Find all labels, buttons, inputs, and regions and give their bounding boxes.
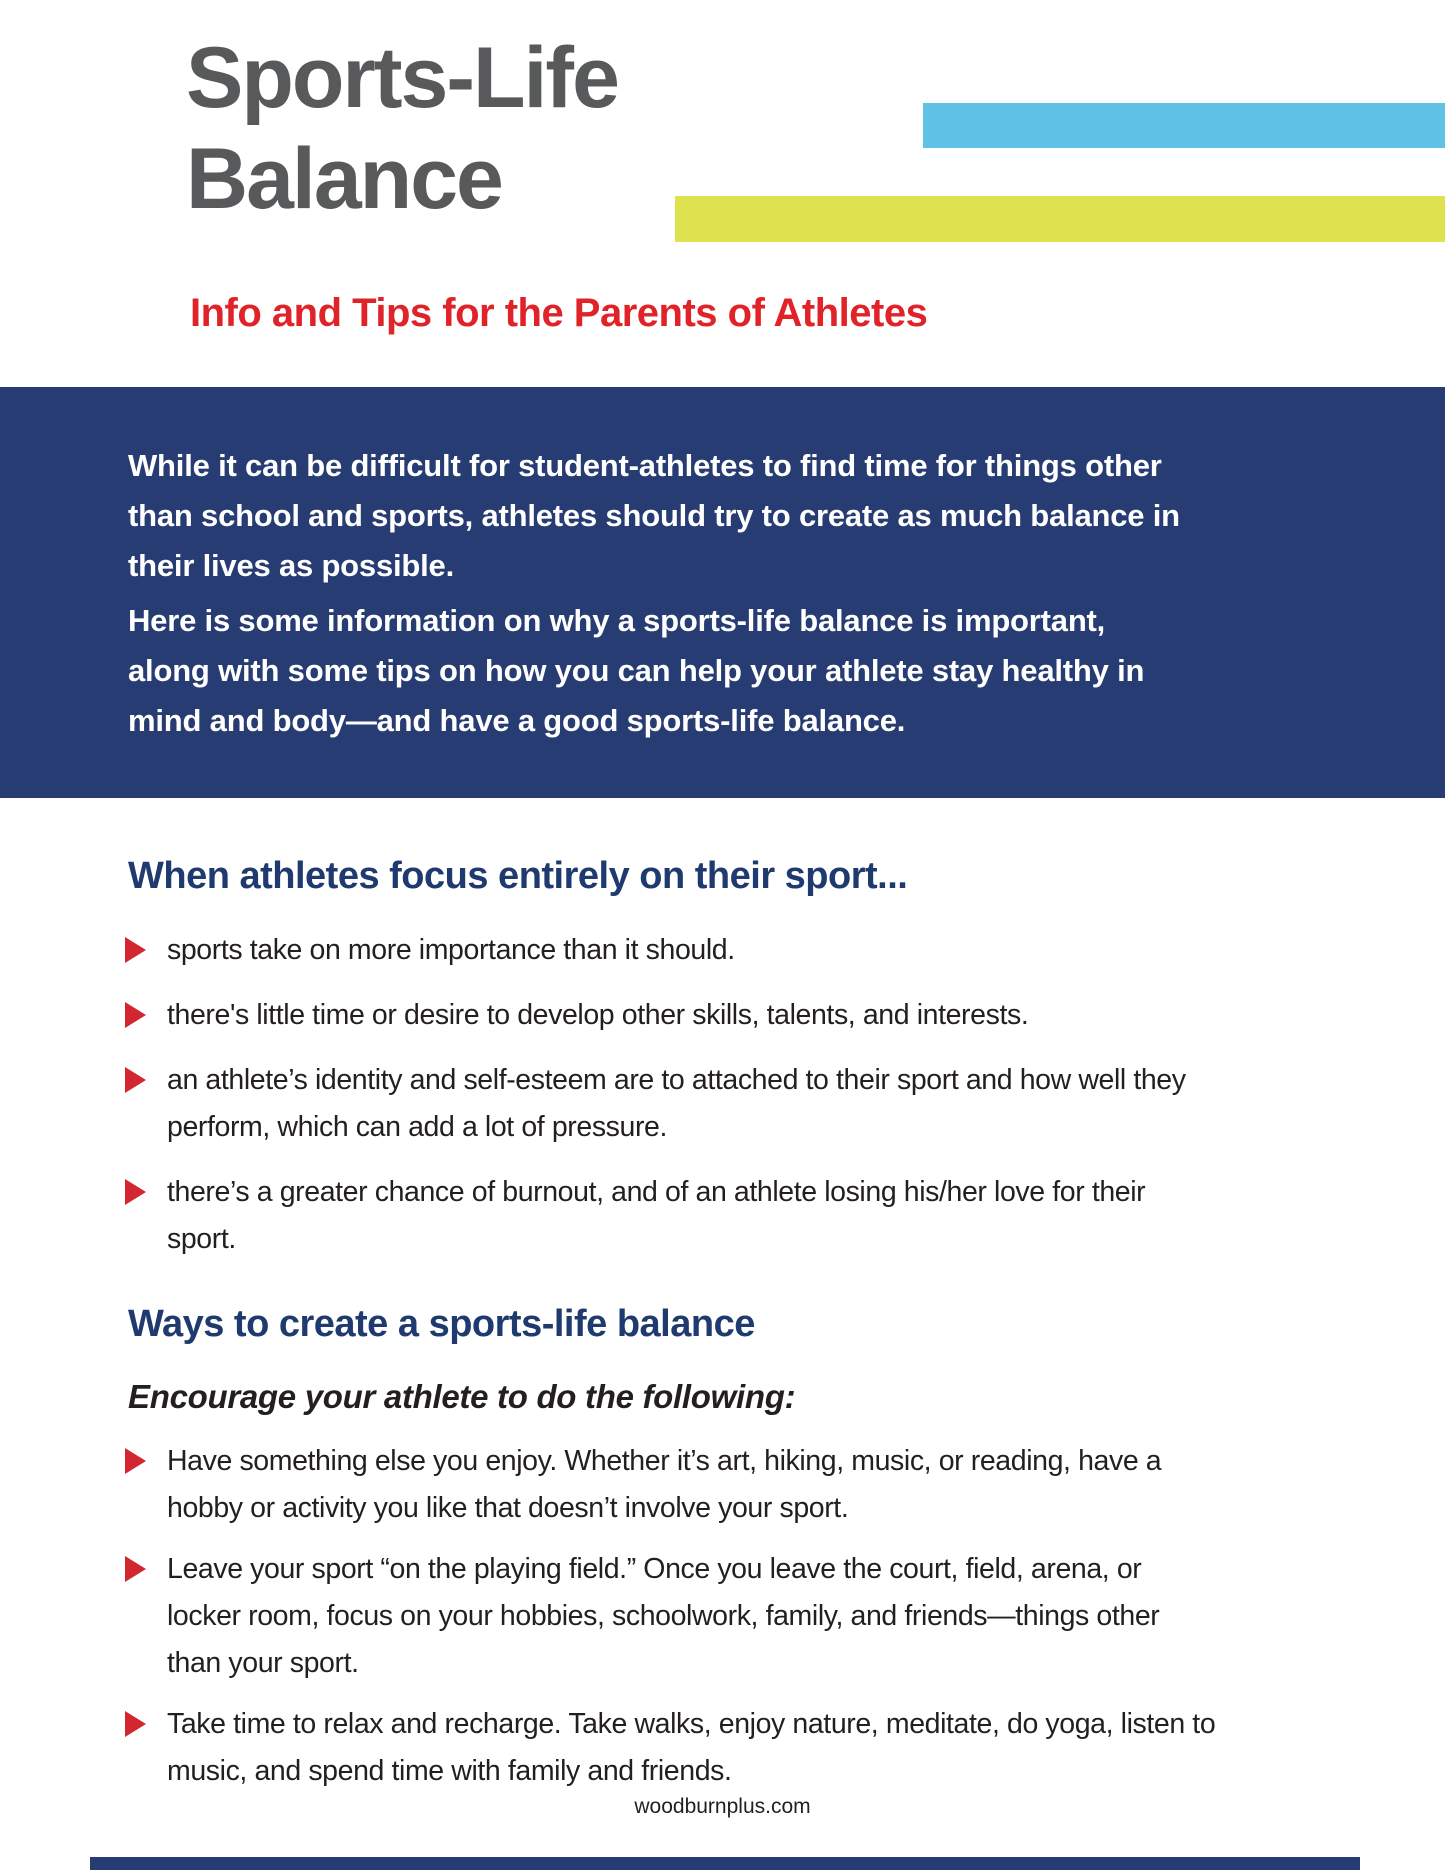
page-subtitle: Info and Tips for the Parents of Athletes	[190, 291, 928, 335]
blue-accent-bar	[923, 103, 1445, 148]
page-title-line2: Balance	[186, 131, 502, 227]
list-item-text	[167, 1169, 1145, 1263]
list-item	[125, 992, 1445, 1039]
list-item	[125, 1169, 1445, 1263]
intro-band	[0, 387, 1445, 798]
intro-line: mind and body—and have a good sports-life balance.	[128, 703, 906, 738]
intro-line: along with some tips on how you can help your athlete stay healthy in	[128, 653, 1145, 688]
list-item-line: there’s a greater chance of burnout, and of an athlete losing his/her love for their	[167, 1176, 1146, 1208]
list-item-line: sports take on more importance than it should.	[167, 934, 735, 966]
bullet-list	[0, 1438, 1445, 1795]
list-item	[125, 1057, 1445, 1151]
list-item-line: sport.	[167, 1223, 236, 1255]
list-item-text	[167, 1057, 1186, 1151]
intro-line: While it can be difficult for student-athletes to find time for things other	[128, 448, 1162, 483]
bottom-accent-bar	[90, 1857, 1360, 1870]
triangle-bullet-icon	[125, 1556, 146, 1582]
triangle-bullet-icon	[125, 1448, 146, 1474]
triangle-bullet-icon	[125, 1179, 146, 1205]
intro-line: Here is some information on why a sports-life balance is important,	[128, 603, 1106, 638]
intro-line: than school and sports, athletes should try to create as much balance in	[128, 498, 1180, 533]
list-item-line: locker room, focus on your hobbies, schoolwork, family, and friends—things other	[167, 1600, 1160, 1632]
list-item-text	[167, 1438, 1161, 1532]
section-ways-to-create-balance	[0, 1298, 1445, 1809]
list-item	[125, 1546, 1445, 1687]
list-item-line: Take time to relax and recharge. Take walks, enjoy nature, meditate, do yoga, listen to	[167, 1708, 1216, 1740]
list-item-text	[167, 992, 1028, 1039]
list-item	[125, 927, 1445, 974]
list-item	[125, 1438, 1445, 1532]
list-item-line: than your sport.	[167, 1647, 359, 1679]
list-item	[125, 1701, 1445, 1795]
list-item-text	[167, 1546, 1159, 1687]
page-title	[186, 28, 618, 230]
bullet-list	[0, 927, 1445, 1263]
list-item-line: music, and spend time with family and friends.	[167, 1755, 732, 1787]
intro-paragraph-1	[128, 441, 1365, 591]
triangle-bullet-icon	[125, 1711, 146, 1737]
section-when-athletes-focus	[0, 850, 1445, 1281]
list-item-text	[167, 927, 735, 974]
list-item-line: hobby or activity you like that doesn’t involve your sport.	[167, 1492, 849, 1524]
section-subheading: Encourage your athlete to do the following:	[128, 1378, 796, 1415]
triangle-bullet-icon	[125, 1002, 146, 1028]
triangle-bullet-icon	[125, 937, 146, 963]
list-item-line: perform, which can add a lot of pressure.	[167, 1111, 668, 1143]
list-item-line: an athlete’s identity and self-esteem are to attached to their sport and how well they	[167, 1064, 1186, 1096]
footer-url: woodburnplus.com	[634, 1795, 811, 1818]
list-item-line: Have something else you enjoy. Whether it’s art, hiking, music, or reading, have a	[167, 1445, 1162, 1477]
triangle-bullet-icon	[125, 1067, 146, 1093]
section-heading: Ways to create a sports-life balance	[128, 1303, 755, 1345]
intro-paragraph-2	[128, 596, 1365, 746]
page-title-line1: Sports-Life	[186, 30, 618, 126]
list-item-text	[167, 1701, 1215, 1795]
list-item-line: Leave your sport “on the playing field.” Once you leave the court, field, arena, or	[167, 1553, 1142, 1585]
section-heading: When athletes focus entirely on their sport...	[128, 855, 908, 897]
list-item-line: there's little time or desire to develop other skills, talents, and interests.	[167, 999, 1029, 1031]
intro-line: their lives as possible.	[128, 548, 455, 583]
yellow-accent-bar	[675, 196, 1445, 242]
